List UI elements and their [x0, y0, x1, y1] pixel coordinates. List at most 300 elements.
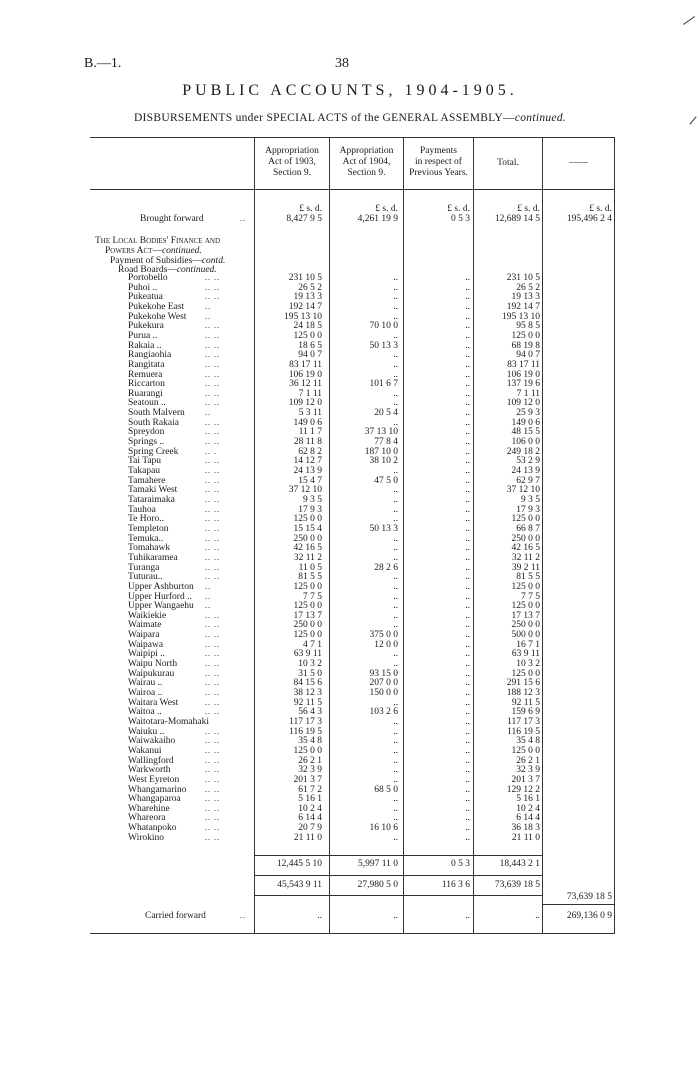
units-col-2: £ s. d. [375, 204, 398, 214]
subtotal-rule [254, 855, 543, 856]
cell-previous-years: .. [465, 794, 470, 805]
cell-act-1903: 250 0 0 [293, 533, 322, 544]
cell-previous-years: .. [465, 321, 470, 332]
total-rule [254, 875, 543, 876]
cell-act-1903: 117 17 3 [289, 716, 322, 727]
cell-total: 37 12 10 [506, 485, 540, 496]
road-board-name: Templeton [128, 523, 169, 534]
cell-total: 92 11 5 [511, 697, 540, 708]
cell-total: 201 3 7 [511, 774, 540, 785]
subtotal-col-4: 18,443 2 1 [499, 859, 540, 869]
cell-previous-years: .. [465, 688, 470, 698]
leader-dots: .. .. [205, 774, 220, 784]
cell-act-1904: .. [393, 736, 398, 747]
cell-previous-years: .. [465, 340, 470, 351]
road-board-name: Waipara [128, 630, 160, 640]
table-row [0, 669, 700, 679]
cell-total: 26 5 2 [516, 282, 540, 293]
cell-act-1903: 20 7 9 [298, 823, 322, 834]
cell-act-1903: 106 19 0 [288, 369, 322, 380]
cell-total: 250 0 0 [511, 533, 540, 544]
cell-act-1904: .. [393, 774, 398, 785]
cell-total: 192 14 7 [506, 301, 540, 312]
road-board-name: Portobello [128, 273, 168, 283]
cell-previous-years: .. [465, 273, 470, 283]
cell-total: 66 8 7 [516, 523, 540, 534]
table-row [0, 370, 700, 380]
road-board-name: Waipipi .. [128, 649, 165, 660]
cell-act-1904: .. [393, 572, 398, 583]
cell-act-1904: 103 2 6 [369, 707, 398, 718]
table-row [0, 437, 700, 447]
cell-act-1903: 63 9 11 [293, 649, 322, 660]
leader-dots: .. .. [205, 832, 220, 842]
road-board-name: Turanga [128, 562, 160, 573]
cell-act-1903: 81 5 5 [298, 572, 322, 583]
total-col-3: 116 3 6 [441, 880, 470, 890]
cell-act-1904: .. [393, 765, 398, 776]
cell-act-1904: .. [393, 726, 398, 737]
table-row [0, 273, 700, 283]
cell-act-1903: 125 0 0 [293, 630, 322, 640]
road-board-name: Waipukurau [128, 668, 175, 679]
cell-total: 500 0 0 [511, 630, 540, 640]
road-board-name: Pukekura [128, 321, 164, 332]
carried-forward-dots: .. [240, 911, 246, 920]
cell-act-1904: .. [393, 716, 398, 727]
cell-previous-years: .. [465, 446, 470, 457]
leader-dots: .. .. [205, 456, 220, 466]
cell-total: 63 9 11 [511, 649, 540, 660]
leader-dots: .. .. [205, 388, 220, 398]
cell-act-1904: 47 5 0 [374, 475, 398, 486]
cell-act-1904: .. [393, 552, 398, 563]
brought-forward-label: Brought forward [140, 214, 204, 224]
cell-act-1904: .. [393, 610, 398, 621]
total-row [0, 880, 700, 890]
cell-act-1904: .. [393, 388, 398, 399]
road-board-name: Pukekohe East [128, 301, 185, 312]
cell-act-1904: .. [393, 350, 398, 361]
cell-previous-years: .. [465, 543, 470, 554]
leader-dots: .. .. [205, 726, 220, 736]
cell-act-1903: 28 11 8 [293, 437, 322, 448]
right-total-value: 73,639 18 5 [566, 892, 612, 902]
table-row [0, 736, 700, 746]
cell-previous-years: .. [465, 466, 470, 476]
cell-total: 62 9 7 [516, 475, 540, 486]
section-heading-continued: continued. [161, 246, 202, 256]
subtotal-col-3: 0 5 3 [451, 859, 470, 869]
cell-total: 21 11 0 [511, 832, 540, 843]
cell-act-1904: .. [393, 417, 398, 428]
cell-act-1903: 24 13 9 [293, 466, 322, 476]
cell-previous-years: .. [465, 437, 470, 448]
table-row [0, 813, 700, 823]
cell-previous-years: .. [465, 813, 470, 824]
leader-dots: .. .. [205, 330, 220, 340]
leader-dots: .. .. [205, 784, 220, 794]
table-row [0, 620, 700, 630]
cell-act-1904: 93 15 0 [369, 668, 398, 679]
leader-dots: .. .. [205, 340, 220, 350]
cell-previous-years: .. [465, 398, 470, 409]
road-board-name: Tuturau.. [128, 572, 163, 583]
road-board-name: Warkworth [128, 765, 171, 776]
cell-act-1904: .. [393, 591, 398, 602]
road-board-name: Upper Hurford .. [128, 591, 192, 602]
table-row [0, 379, 700, 389]
cell-act-1903: 5 3 11 [298, 408, 322, 419]
cell-act-1904: .. [393, 745, 398, 756]
cell-act-1904: .. [393, 794, 398, 805]
table-row [0, 427, 700, 437]
cell-previous-years: .. [465, 562, 470, 573]
carried-forward-col-1: .. [317, 911, 322, 921]
road-board-name: Rangiaohia [128, 350, 172, 361]
leader-dots: .. .. [205, 417, 220, 427]
table-row [0, 572, 700, 582]
cell-total: 19 13 3 [511, 292, 540, 303]
leader-dots: .. .. [205, 745, 220, 755]
total-col-4: 73,639 18 5 [494, 880, 540, 890]
leader-dots: .. .. [205, 659, 220, 668]
cell-previous-years: .. [465, 736, 470, 747]
cell-act-1903: 84 15 6 [293, 678, 322, 689]
cell-previous-years: .. [465, 774, 470, 785]
subtotal-col-2: 5,997 11 0 [357, 859, 398, 869]
cell-act-1903: 10 2 4 [298, 803, 322, 814]
page-number: 38 [335, 56, 349, 71]
carried-forward-col-2: .. [393, 911, 398, 921]
cell-act-1903: 9 3 5 [303, 495, 322, 505]
cell-total: 81 5 5 [516, 572, 540, 583]
leader-dots: .. .. [205, 369, 220, 379]
road-board-name: Whareora [128, 813, 166, 824]
road-board-name: Riccarton [128, 379, 165, 390]
cell-act-1904: 375 0 0 [369, 630, 398, 640]
cell-total: 36 18 3 [511, 823, 540, 834]
cell-act-1904: .. [393, 301, 398, 312]
road-board-name: Wairoa .. [128, 688, 163, 698]
cell-total: 116 19 5 [507, 726, 540, 737]
road-board-name: South Rakaia [128, 417, 179, 428]
table-row [0, 746, 700, 756]
cell-act-1903: 42 16 5 [293, 543, 322, 554]
cell-total: 125 0 0 [511, 581, 540, 592]
cell-previous-years: .. [465, 726, 470, 737]
leader-dots: .. .. [205, 572, 220, 582]
subtitle-continued: continued. [514, 112, 567, 124]
leader-dots: .. .. [205, 688, 220, 697]
cell-act-1903: 149 0 6 [293, 417, 322, 428]
cell-total: 17 9 3 [516, 504, 540, 515]
leader-dots: .. .. [205, 697, 220, 707]
leader-dots: .. .. [205, 523, 220, 533]
table-bottom-rule [90, 933, 615, 934]
cell-previous-years: .. [465, 803, 470, 814]
table-row [0, 466, 700, 476]
cell-total: 125 0 0 [511, 514, 540, 525]
table-row [0, 794, 700, 804]
cell-previous-years: .. [465, 427, 470, 438]
cell-previous-years: .. [465, 716, 470, 727]
cell-act-1903: 125 0 0 [293, 330, 322, 341]
cell-total: 231 10 5 [506, 273, 540, 283]
cell-act-1903: 10 3 2 [298, 659, 322, 669]
cell-total: 94 0 7 [516, 350, 540, 361]
cell-act-1903: 7 7 5 [303, 591, 322, 602]
cell-act-1903: 18 6 5 [298, 340, 322, 351]
leader-dots: .. .. [205, 803, 220, 813]
leader-dots: .. .. [205, 466, 220, 475]
cell-act-1904: .. [393, 659, 398, 669]
road-board-name: Tamahere [128, 475, 166, 486]
table-row [0, 727, 700, 737]
table-row [0, 649, 700, 659]
road-boards-heading-text: Road Boards— [118, 265, 177, 275]
leader-dots: .. .. [205, 736, 220, 746]
table-row [0, 505, 700, 515]
cell-total: 117 17 3 [507, 716, 540, 727]
cell-total: 48 15 5 [511, 427, 540, 438]
road-board-name: Waipawa [128, 639, 164, 650]
cell-act-1903: 19 13 3 [293, 292, 322, 303]
cell-previous-years: .. [465, 659, 470, 669]
cell-previous-years: .. [465, 572, 470, 583]
road-board-name: Waiuku .. [128, 726, 165, 737]
table-row [0, 302, 700, 312]
road-board-name: Purua .. [128, 330, 158, 341]
leader-dots: .. .. [205, 427, 220, 437]
cell-act-1904: 207 0 0 [369, 678, 398, 689]
cell-act-1903: 7 1 11 [298, 388, 322, 399]
cell-act-1903: 116 19 5 [289, 726, 322, 737]
table-row [0, 688, 700, 698]
cell-total: 42 16 5 [511, 543, 540, 554]
cell-act-1904: .. [393, 697, 398, 708]
total-col-1: 45,543 9 11 [277, 880, 322, 890]
cell-total: 195 13 10 [502, 311, 540, 322]
road-board-name: Remuera [128, 369, 163, 380]
cell-previous-years: .. [465, 379, 470, 390]
cell-previous-years: .. [465, 630, 470, 640]
leader-dots: .. .. [205, 552, 220, 562]
cell-act-1904: .. [393, 398, 398, 409]
cell-total: 149 0 6 [511, 417, 540, 428]
cell-act-1903: 11 1 7 [298, 427, 322, 438]
cell-act-1903: 195 13 10 [284, 311, 322, 322]
cell-total: 125 0 0 [511, 745, 540, 756]
cell-act-1903: 38 12 3 [293, 688, 322, 698]
cell-previous-years: .. [465, 639, 470, 650]
cell-total: 83 17 11 [507, 359, 540, 370]
leader-dots: .. .. [205, 620, 220, 630]
margin-mark-top [683, 16, 695, 25]
leader-dots: .. .. [205, 321, 220, 331]
cell-act-1904: .. [393, 311, 398, 322]
table-row [0, 765, 700, 775]
cell-total: 137 19 6 [506, 379, 540, 390]
cell-previous-years: .. [465, 581, 470, 592]
leader-dots: .. .. [205, 562, 220, 572]
leader-dots: .. .. [205, 292, 220, 302]
table-row [0, 283, 700, 293]
road-board-name: South Malvern [128, 408, 185, 419]
cell-act-1903: 35 4 8 [298, 736, 322, 747]
cell-total: 17 13 7 [511, 610, 540, 621]
leader-dots: .. .. [205, 823, 220, 833]
cell-previous-years: .. [465, 311, 470, 322]
cell-act-1903: 125 0 0 [293, 581, 322, 592]
cell-act-1904: 150 0 0 [369, 688, 398, 698]
cell-total: 250 0 0 [511, 620, 540, 631]
table-row [0, 582, 700, 592]
table-row [0, 389, 700, 399]
leader-dots: .. .. [205, 504, 220, 514]
cell-act-1904: 50 13 3 [369, 340, 398, 351]
brought-forward-col-3: 0 5 3 [451, 214, 470, 224]
cell-total: 53 2 9 [516, 456, 540, 467]
cell-previous-years: .. [465, 533, 470, 544]
cell-act-1904: .. [393, 649, 398, 660]
cell-act-1904: .. [393, 620, 398, 631]
cell-previous-years: .. [465, 495, 470, 505]
subsidies-heading-contd: contd. [201, 256, 226, 266]
road-board-name: Spring Creek [128, 446, 179, 457]
cell-act-1903: 37 12 10 [288, 485, 322, 496]
leader-dots: .. .. [205, 707, 220, 717]
carried-forward-col-3: .. [465, 911, 470, 921]
cell-previous-years: .. [465, 301, 470, 312]
road-board-name: Pukeatua [128, 292, 163, 303]
cell-previous-years: .. [465, 707, 470, 718]
table-row [0, 698, 700, 708]
table-row [0, 350, 700, 360]
cell-previous-years: .. [465, 649, 470, 660]
cell-total: 106 19 0 [506, 369, 540, 380]
leader-dots: .. .. [205, 543, 220, 553]
leader-dots: .. . [205, 446, 217, 456]
units-col-5: £ s. d. [589, 204, 612, 214]
road-boards-heading-continued: continued. [176, 265, 217, 275]
table-row [0, 524, 700, 534]
section-heading: The Local Bodies' Finance and [95, 236, 221, 246]
road-board-name: Seatoun .. [128, 398, 166, 409]
road-board-name: Tataraimaka [128, 495, 175, 505]
cell-total: 24 13 9 [511, 466, 540, 476]
road-board-name: Ruarangi [128, 388, 163, 399]
cell-act-1904: .. [393, 581, 398, 592]
table-row [0, 534, 700, 544]
leader-dots: .. .. [205, 350, 220, 360]
cell-act-1904: 68 5 0 [374, 784, 398, 795]
cell-previous-years: .. [465, 514, 470, 525]
table-row [0, 476, 700, 486]
cell-total: 6 14 4 [516, 813, 540, 824]
right-total-rule [542, 904, 615, 905]
road-board-name: Springs .. [128, 437, 165, 448]
col-header-total: Total. [497, 158, 519, 168]
leader-dots: .. .. [205, 668, 220, 678]
cell-previous-years: .. [465, 408, 470, 419]
carried-forward-col-5: 269,136 0 9 [566, 911, 612, 921]
cell-act-1903: 62 8 2 [298, 446, 322, 457]
cell-act-1904: 20 5 4 [374, 408, 398, 419]
cell-act-1904: .. [393, 273, 398, 283]
table-row [0, 331, 700, 341]
cell-act-1903: 92 11 5 [293, 697, 322, 708]
cell-total: 129 12 2 [506, 784, 540, 795]
leader-dots: .. .. [205, 282, 220, 292]
brought-forward-col-2: 4,261 19 9 [357, 214, 398, 224]
table-top-rule [90, 137, 615, 138]
leader-dots: .. .. [205, 495, 220, 504]
table-row [0, 418, 700, 428]
cell-previous-years: .. [465, 504, 470, 515]
cell-act-1903: 15 15 4 [293, 523, 322, 534]
road-board-name: Waimate [128, 620, 162, 631]
table-row [0, 756, 700, 766]
cell-total: 32 11 2 [511, 552, 540, 563]
cell-act-1904: 16 10 6 [369, 823, 398, 834]
col-header-blank: —— [569, 158, 588, 168]
road-board-name: Tamaki West [128, 485, 178, 496]
cell-act-1903: 125 0 0 [293, 601, 322, 612]
cell-act-1903: 56 4 3 [298, 707, 322, 718]
section-heading-line2 [105, 246, 202, 256]
cell-previous-years: .. [465, 601, 470, 612]
cell-act-1904: .. [393, 832, 398, 843]
cell-act-1903: 15 4 7 [298, 475, 322, 486]
cell-total: 291 15 6 [506, 678, 540, 689]
table-row [0, 823, 700, 833]
cell-previous-years: .. [465, 678, 470, 689]
cell-total: 249 18 2 [506, 446, 540, 457]
cell-act-1903: 109 12 0 [288, 398, 322, 409]
leader-dots: .. .. [205, 765, 220, 775]
cell-act-1903: 32 3 9 [298, 765, 322, 776]
cell-act-1904: .. [393, 282, 398, 293]
cell-total: 5 16 1 [516, 794, 540, 805]
carried-forward-label: Carried forward [145, 911, 206, 921]
cell-act-1903: 11 0 5 [298, 562, 322, 573]
cell-total: 7 1 11 [516, 388, 540, 399]
cell-previous-years: .. [465, 369, 470, 380]
road-board-name: Upper Ashburton [128, 581, 194, 592]
brought-forward-col-1: 8,427 9 5 [286, 214, 322, 224]
page-reference: B.—1. [84, 56, 122, 71]
table-row [0, 485, 700, 495]
units-col-4: £ s. d. [517, 204, 540, 214]
carried-forward-col-4: .. [535, 911, 540, 921]
cell-act-1903: 61 7 2 [298, 784, 322, 795]
cell-act-1903: 6 14 4 [298, 813, 322, 824]
leader-dots: .. [205, 591, 211, 601]
brought-forward-col-4: 12,689 14 5 [494, 214, 540, 224]
cell-act-1904: .. [393, 813, 398, 824]
table-row [0, 630, 700, 640]
cell-act-1903: 125 0 0 [293, 514, 322, 525]
cell-act-1904: .. [393, 533, 398, 544]
table-row [0, 659, 700, 669]
table-row [0, 456, 700, 466]
cell-act-1903: 36 12 11 [289, 379, 322, 390]
cell-previous-years: .. [465, 417, 470, 428]
leader-dots: .. .. [205, 755, 220, 765]
road-board-name: Temuka.. [128, 533, 164, 544]
subsidies-heading-text: Payment of Subsidies— [110, 256, 202, 266]
